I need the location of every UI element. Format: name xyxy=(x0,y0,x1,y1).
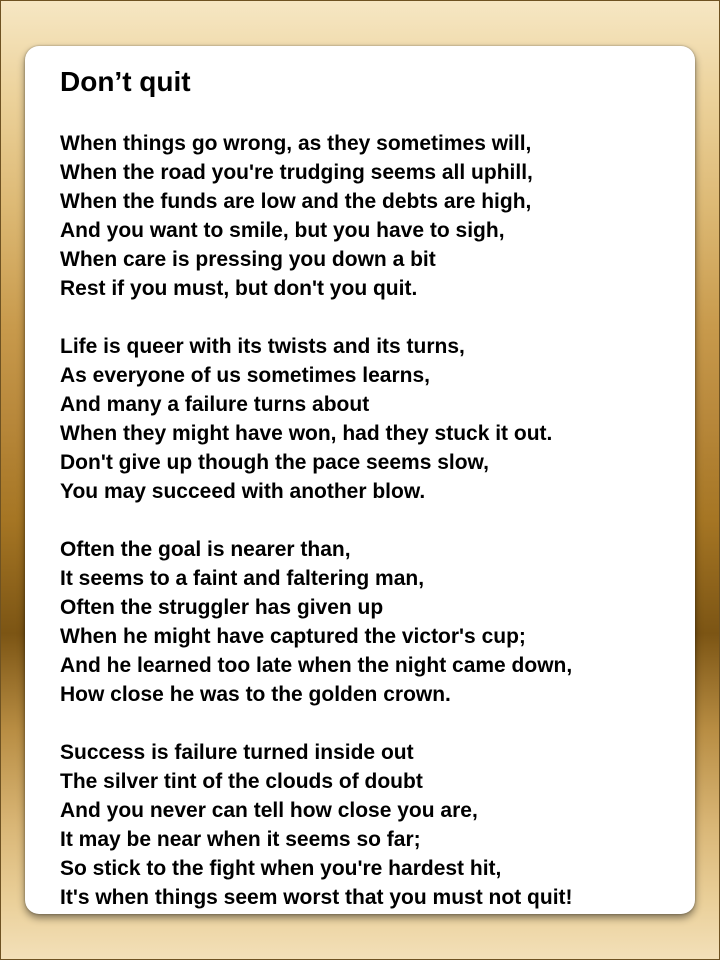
poem-line: And you never can tell how close you are, xyxy=(60,799,478,822)
stanza-2 xyxy=(60,332,695,506)
poem-line: Rest if you must, but don't you quit. xyxy=(60,277,418,300)
poem-title: Don’t quit xyxy=(60,66,191,97)
poem-line: Success is failure turned inside out xyxy=(60,741,414,764)
poem-line: You may succeed with another blow. xyxy=(60,480,426,503)
poem-line: And many a failure turns about xyxy=(60,393,370,416)
poem-line: When care is pressing you down a bit xyxy=(60,248,436,271)
poem-line: When the road you're trudging seems all uphill, xyxy=(60,161,533,184)
poem-line: Don't give up though the pace seems slow, xyxy=(60,451,489,474)
poem-card xyxy=(25,46,695,914)
poem-line: Life is queer with its twists and its turns, xyxy=(60,335,465,358)
poem-line: When the funds are low and the debts are high, xyxy=(60,190,532,213)
poem-line: As everyone of us sometimes learns, xyxy=(60,364,430,387)
poem-line: It's when things seem worst that you must not quit! xyxy=(60,886,573,909)
poem-line: Often the goal is nearer than, xyxy=(60,538,351,561)
poem-line: Often the struggler has given up xyxy=(60,596,384,619)
poem-line: And he learned too late when the night came down, xyxy=(60,654,573,677)
poem-line: When things go wrong, as they sometimes will, xyxy=(60,132,532,155)
poem-line: It seems to a faint and faltering man, xyxy=(60,567,425,590)
stanza-3 xyxy=(60,535,695,709)
poem-line: The silver tint of the clouds of doubt xyxy=(60,770,423,793)
stanza-1 xyxy=(60,129,695,303)
poem-line: And you want to smile, but you have to sigh, xyxy=(60,219,505,242)
poem-line: How close he was to the golden crown. xyxy=(60,683,451,706)
stanza-4 xyxy=(60,738,695,912)
poem-line: When they might have won, had they stuck it out. xyxy=(60,422,553,445)
poem-line: When he might have captured the victor's cup; xyxy=(60,625,526,648)
poem-body xyxy=(60,129,695,912)
poem-line: So stick to the fight when you're hardest hit, xyxy=(60,857,502,880)
poem-line: It may be near when it seems so far; xyxy=(60,828,421,851)
